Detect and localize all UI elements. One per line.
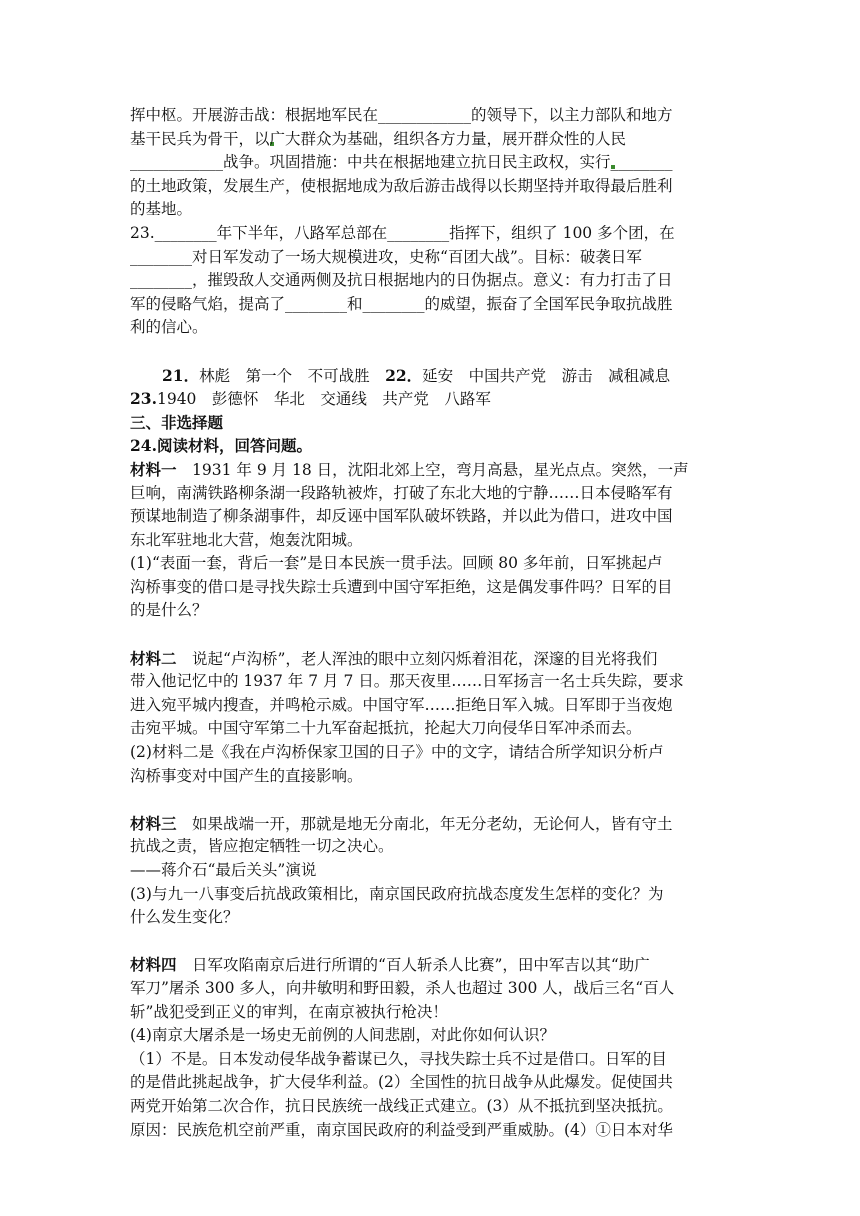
q23-line-4: 军的侵略气焰，提高了________和________的威望，振奋了全国军民争取抗战胜: [130, 294, 673, 313]
material-2-line-3: 进入宛平城内搜查，并鸣枪示威。中国守军……拒绝日军入城。日军即于当夜炮: [130, 695, 673, 714]
spacer: [130, 930, 730, 954]
q23-line-1: 23.________年下半年，八路军总部在________指挥下，组织了 100 多个团，在: [130, 223, 675, 242]
material-2-label: 材料二: [130, 648, 177, 668]
q23-line-3: ________，摧毁敌人交通两侧及抗日根据地内的日伪据点。意义：有力打击了日: [130, 271, 673, 290]
q22-line-1: 挥中枢。开展游击战：根据地军民在____________的领导下，以主力部队和地方: [130, 106, 673, 124]
q22-line-2: 基干民兵为骨干，以广大群众为基础，组织各方力量，展开群众性的人民: [130, 129, 627, 148]
answer-21-text: 林彪 第一个 不可战胜: [199, 366, 386, 385]
answer-21-number: 21．: [162, 365, 200, 385]
q23-line-5: 利的信心。: [130, 318, 208, 337]
material-1-line-3: 预谋地制造了柳条湖事件，却反诬中国军队破坏铁路，并以此为借口，进攻中国: [130, 507, 673, 526]
section-heading: 三、非选择题: [130, 412, 224, 432]
answer-24-line-4: 原因：民族危机空前严重，南京国民政府的利益受到严重威胁。(4）①日本对华: [130, 1120, 673, 1139]
material-3-label: 材料三: [130, 813, 177, 833]
material-1-label: 材料一: [130, 459, 177, 479]
material-4-line-3: 斩”战犯受到正义的审判，在南京被执行枪决！: [130, 1002, 448, 1021]
sub-question-2-line-1: (2)材料二是《我在卢沟桥保家卫国的日子》中的文字，请结合所学知识分析卢: [130, 743, 664, 762]
sub-question-1-line-2: 沟桥事变的借口是寻找失踪士兵遭到中国守军拒绝，这是偶发事件吗？日军的目: [130, 577, 673, 596]
answer-24-line-1: （1）不是。日本发动侵华战争蓄谋已久，寻找失踪士兵不过是借口。日军的目: [130, 1049, 667, 1068]
q22-line-5: 的基地。: [130, 200, 193, 219]
material-2-line-2: 带入他记忆中的 1937 年 7 月 7 日。那天夜里……日军扬言一名士兵失踪，要求: [130, 672, 684, 691]
sub-question-4-line-1: (4)南京大屠杀是一场史无前例的人间悲剧，对此你如何认识？: [130, 1026, 555, 1045]
spacer: [130, 788, 730, 812]
answer-line-21-22: [130, 364, 730, 388]
answer-23-number: 23.: [130, 389, 157, 409]
sub-question-1-line-3: 的是什么？: [130, 601, 208, 620]
material-1-line-1: 材料一 1931 年 9 月 18 日，沈阳北郊上空，弯月高悬，星光点点。突然，一声: [130, 459, 689, 479]
document-page: [130, 104, 730, 1142]
answer-23-text: 1940 彭德怀 华北 交通线 共产党 八路军: [156, 390, 491, 409]
material-2-line-4: 击宛平城。中国守军第二十九军奋起抵抗，抡起大刀向侵华日军冲杀而去。: [130, 719, 642, 738]
answer-22-number: 22．: [385, 365, 423, 385]
answer-22-text: 延安 中国共产党 游击 减租减息: [422, 366, 671, 385]
sub-question-1-line-1: (1)“表面一套，背后一套”是日本民族一贯手法。回顾 80 多年前，日军挑起卢: [130, 554, 663, 573]
material-4-label: 材料四: [130, 955, 177, 975]
material-3-line-2: 抗战之责，皆应抱定牺牲一切之决心。: [130, 837, 394, 856]
answer-line-23: [130, 387, 730, 411]
material-3-source: ——蒋介石“最后关头”演说: [130, 861, 317, 879]
sub-question-2-line-2: 沟桥事变对中国产生的直接影响。: [130, 766, 363, 785]
material-4-line-2: 军刀”屠杀 300 多人，向井敏明和野田毅，杀人也超过 300 人，战后三名“百人: [130, 978, 675, 997]
question-24-title: 24.阅读材料，回答问题。: [130, 436, 312, 456]
answer-24-line-3: 两党开始第二次合作，抗日民族统一战线正式建立。(3）从不抵抗到坚决抵抗。: [130, 1096, 673, 1115]
material-1-line-4: 东北军驻地北大营，炮轰沈阳城。: [130, 530, 363, 549]
sub-question-3-line-2: 什么发生变化？: [130, 908, 239, 927]
material-1-line-2: 巨响，南满铁路柳条湖一段路轨被炸，打破了东北大地的宁静……日本侵略军有: [130, 483, 673, 502]
spacer: [130, 623, 730, 647]
sub-question-3-line-1: (3)与九一八事变后抗战政策相比，南京国民政府抗战态度发生怎样的变化？为: [130, 884, 664, 903]
q22-line-3: ____________战争。巩固措施：中共在根据地建立抗日民主政权，实行________: [130, 153, 673, 172]
material-3-line-1: 材料三 如果战端一开，那就是地无分南北，年无分老幼，无论何人，皆有守土: [130, 813, 673, 833]
q22-line-4: 的土地政策，发展生产，使根据地成为敌后游击战得以长期坚持并取得最后胜利: [130, 176, 673, 195]
material-2-line-1: 材料二 说起“卢沟桥”，老人浑浊的眼中立刻闪烁着泪花，深邃的目光将我们: [130, 648, 658, 668]
material-4-line-1: 材料四 日军攻陷南京后进行所谓的“百人斩杀人比赛”，田中军吉以其“助广: [130, 955, 650, 975]
answer-24-line-2: 的是借此挑起战争，扩大侵华利益。(2）全国性的抗日战争从此爆发。促使国共: [130, 1073, 673, 1092]
q23-line-2: ________对日军发动了一场大规模进攻，史称“百团大战”。目标：破袭日军: [130, 247, 642, 266]
spacer: [130, 340, 730, 364]
